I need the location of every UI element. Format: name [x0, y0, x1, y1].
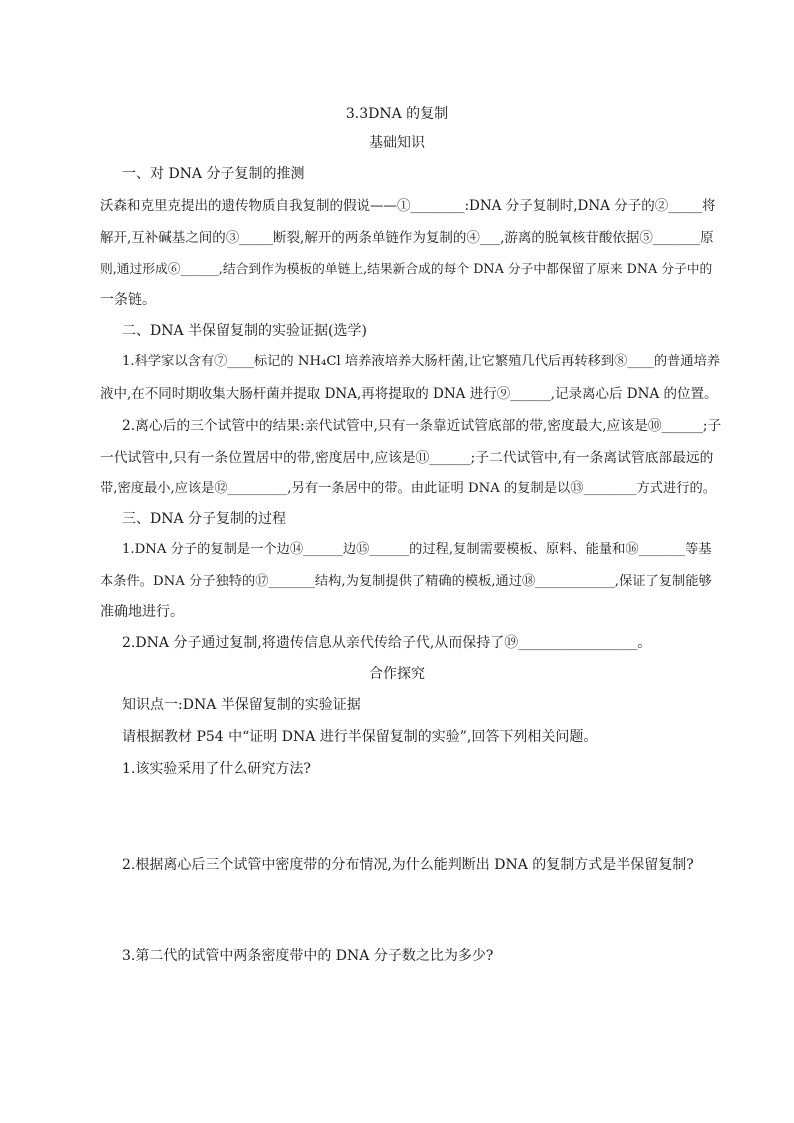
section1-line1: 沃森和克里克提出的遗传物质自我复制的假说——①________:DNA 分子复制时,DNA 分子的②_____将	[100, 198, 716, 214]
section3-line3: 准确地进行。	[100, 604, 184, 620]
section2-line3: 2.离心后的三个试管中的结果:亲代试管中,只有一条靠近试管底部的带,密度最大,应该是⑩______;子	[122, 418, 722, 434]
question-1: 1.该实验采用了什么研究方法?	[122, 761, 311, 777]
basic-knowledge-heading: 基础知识	[369, 135, 425, 151]
section3-heading: 三、DNA 分子复制的过程	[122, 511, 287, 527]
section3-line4: 2.DNA 分子通过复制,将遗传信息从亲代传给子代,从而保持了⑲_________________。	[122, 635, 652, 651]
section1-line3: 则,通过形成⑥______,结合到作为模板的单链上,结果新合成的每个 DNA 分子中都保留了原来 DNA 分子中的	[100, 262, 713, 277]
section3-line2: 本条件。DNA 分子独特的⑰_______结构,为复制提供了精确的模板,通过⑱____________,保证了复制能够	[100, 574, 712, 589]
question-3: 3.第二代的试管中两条密度带中的 DNA 分子数之比为多少?	[122, 948, 494, 964]
section1-heading: 一、对 DNA 分子复制的推测	[122, 166, 305, 182]
explore-intro: 请根据教材 P54 中“证明 DNA 进行半保留复制的实验”,回答下列相关问题。	[122, 729, 598, 745]
section1-line4: 一条链。	[100, 292, 156, 308]
question-2: 2.根据离心后三个试管中密度带的分布情况,为什么能判断出 DNA 的复制方式是半保留复制?	[122, 857, 694, 873]
section2-line5: 带,密度最小,应该是⑫_________,另有一条居中的带。由此证明 DNA 的复制是以⑬________方式进行的。	[100, 481, 716, 496]
section2-line2: 液中,在不同时期收集大肠杆菌并提取 DNA,再将提取的 DNA 进行⑨______,记录离心后 DNA 的位置。	[100, 386, 718, 402]
section3-line1: 1.DNA 分子的复制是一个边⑭______边⑮______的过程,复制需要模板、原料、能量和⑯_______等基	[122, 542, 712, 557]
knowledge-point-1: 知识点一:DNA 半保留复制的实验证据	[122, 697, 361, 713]
section2-line4: 一代试管中,只有一条位置居中的带,密度居中,应该是⑪______;子二代试管中,有一条离试管底部最远的	[100, 450, 714, 466]
document-title: 3.3DNA 的复制	[345, 106, 449, 122]
section2-line1: 1.科学家以含有⑦____标记的 NH₄Cl 培养液培养大肠杆菌,让它繁殖几代后再转移到⑧____的普通培养	[122, 354, 721, 369]
section1-line2: 解开,互补碱基之间的③_____断裂,解开的两条单链作为复制的④___,游离的脱氧核苷酸依据⑤_______原	[100, 230, 714, 246]
explore-heading: 合作探究	[369, 666, 425, 682]
section2-heading: 二、DNA 半保留复制的实验证据(选学)	[122, 323, 367, 339]
